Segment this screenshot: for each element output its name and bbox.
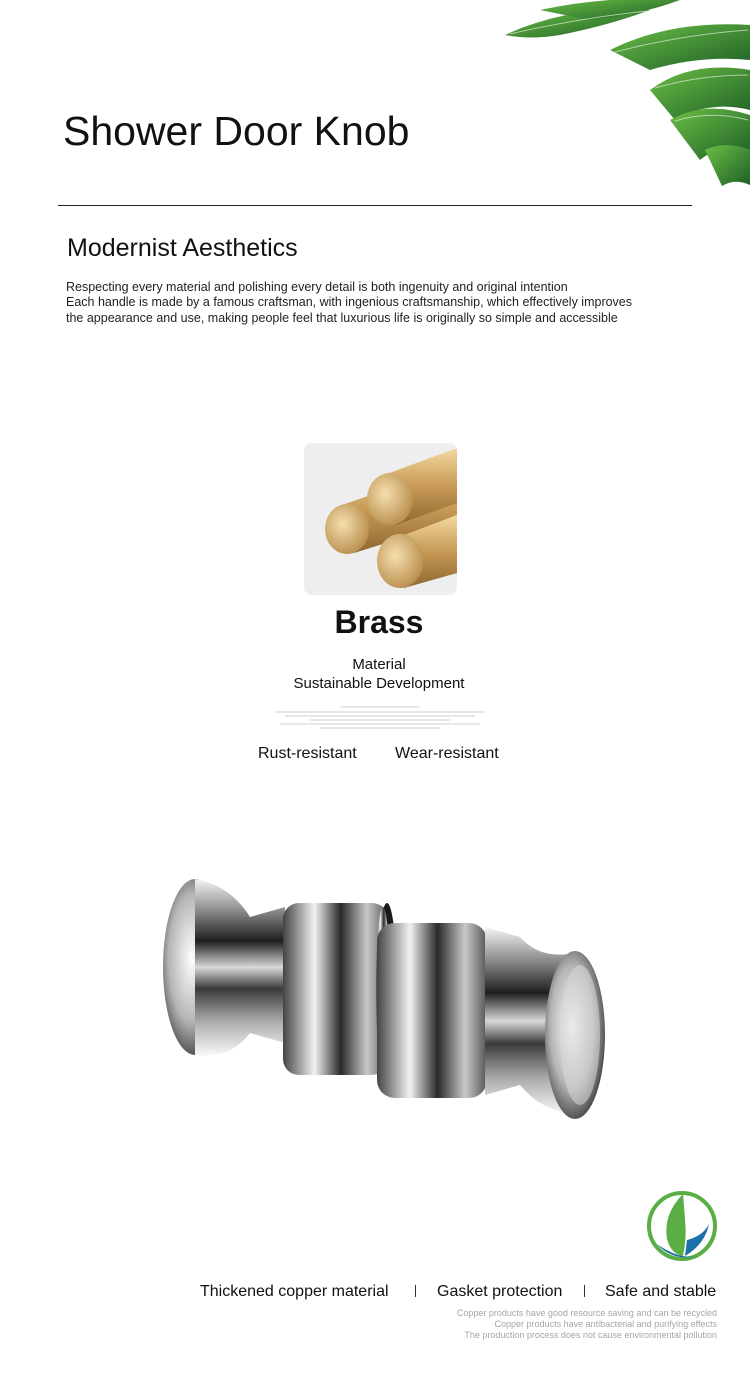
chrome-door-knob-image [155,865,615,1130]
tag-wear-resistant: Wear-resistant [395,745,499,762]
section-heading: Modernist Aesthetics [67,234,298,262]
feature-note: Copper products have good resource saving and can be recycled [456,1308,717,1318]
feature-separator [584,1285,585,1297]
brass-rods-icon [304,443,457,595]
feature-safe-stable: Safe and stable [605,1283,717,1300]
palm-leaves-decoration-icon [500,0,750,190]
fine-print-decoration [270,705,490,731]
material-subtitle: Sustainable Development [293,675,465,692]
intro-line: Respecting every material and polishing every detail is both ingenuity and original intention [66,280,568,294]
material-name: Brass [334,604,424,640]
feature-note: Copper products have antibacterial and purifying effects [494,1319,717,1329]
eco-leaf-icon [643,1184,721,1264]
feature-thickened-copper: Thickened copper material [200,1283,389,1300]
material-label: Material [352,656,406,673]
divider [58,205,692,206]
feature-note: The production process does not cause environmental pollution [464,1330,717,1340]
brass-rods-image [304,443,457,595]
tag-rust-resistant: Rust-resistant [258,745,357,762]
feature-separator [415,1285,416,1297]
intro-line: the appearance and use, making people feel that luxurious life is originally so simple and accessible [66,311,618,325]
page-title: Shower Door Knob [63,108,410,154]
feature-gasket-protection: Gasket protection [437,1283,563,1300]
intro-line: Each handle is made by a famous craftsman, with ingenious craftsmanship, which effectively improves [66,295,633,309]
